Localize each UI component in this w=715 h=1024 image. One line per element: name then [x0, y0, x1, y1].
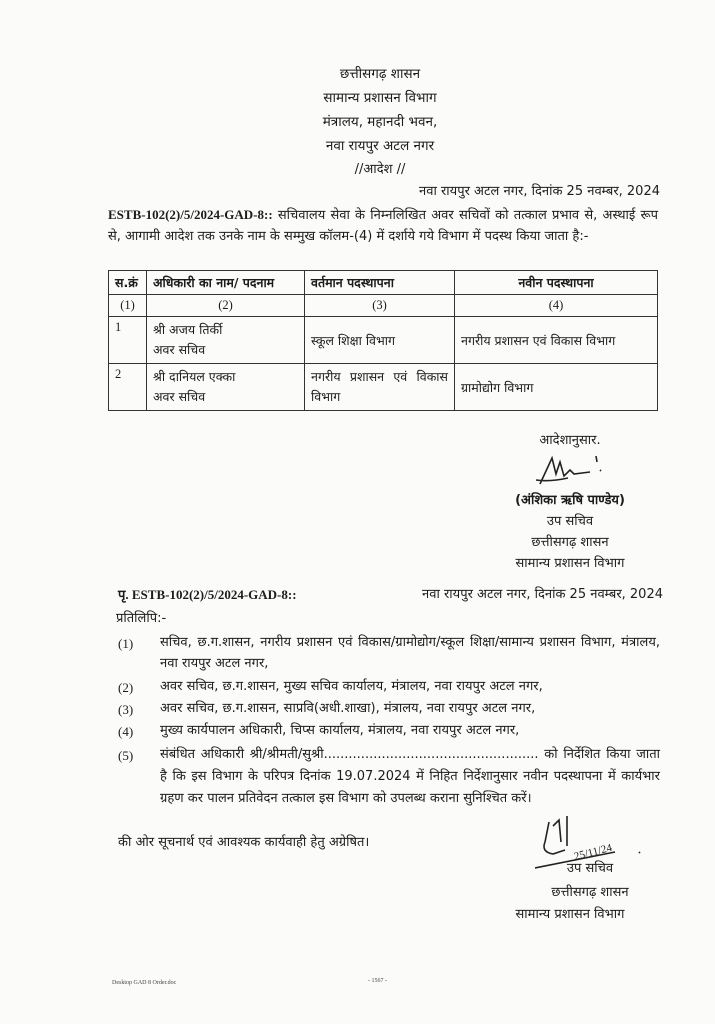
col-number: (2) — [147, 295, 305, 317]
handwritten-date: 25/11/24 — [572, 841, 614, 863]
copy-item-number: (4) — [118, 724, 134, 739]
order-place-date: नवा रायपुर अटल नगर, दिनांक 25 नवम्बर, 2024 — [419, 184, 660, 199]
table-column-number-row — [109, 295, 658, 317]
copy-item-text: संबंधित अधिकारी श्री/श्रीमती/सुश्री.................................................... को निर्देशित किया जाता है कि इस विभाग के परिपत्र दिनांक 19.07.2024 में निहित निर्देशानुसार नवीन पदस्थापना में कार्यभार ग्रहण कर पालन प्रतिवेदन तत्काल इस विभाग को उपलब्ध कराना सुनिश्चित करें। — [160, 747, 660, 806]
footer-page-number: - 1567 - — [368, 978, 387, 984]
signatory-govt: छत्तीसगढ़ शासन — [531, 535, 609, 550]
endorsement-place-date: नवा रायपुर अटल नगर, दिनांक 25 नवम्बर, 2024 — [422, 587, 663, 602]
posting-table — [108, 270, 658, 411]
signature-image — [530, 452, 610, 488]
city-name: नवा रायपुर अटल नगर — [325, 138, 435, 154]
header-officer: अधिकारी का नाम/ पदनाम — [147, 271, 305, 295]
copy-label: प्रतिलिपि:- — [116, 611, 167, 626]
row-current-posting: नगरीय प्रशासन एवं विकास विभाग — [305, 364, 455, 411]
table-header-row — [109, 271, 658, 295]
copy-item-text: अवर सचिव, छ.ग.शासन, मुख्य सचिव कार्यालय, मंत्रालय, नवा रायपुर अटल नगर, — [160, 679, 543, 694]
signatory-dept: सामान्य प्रशासन विभाग — [515, 907, 625, 922]
row-officer — [147, 317, 305, 364]
forwarding-note: की ओर सूचनार्थ एवं आवश्यक कार्यवाही हेतु अग्रेषित। — [118, 835, 370, 850]
row-officer — [147, 364, 305, 411]
signatory-designation: उप सचिव — [566, 861, 614, 876]
row-current-posting: स्कूल शिक्षा विभाग — [305, 317, 455, 364]
col-number: (1) — [109, 295, 147, 317]
signatory-name: (अंशिका ऋषि पाण्डेय) — [515, 493, 625, 508]
header-new-posting: नवीन पदस्थापना — [455, 271, 658, 295]
table-row — [109, 364, 658, 411]
copy-item-number: (3) — [118, 702, 134, 717]
col-number: (4) — [455, 295, 658, 317]
footer-file-path: Desktop GAD 8 Order.doc — [112, 980, 177, 986]
row-new-posting: ग्रामोद्योग विभाग — [455, 364, 658, 411]
copy-item-text: अवर सचिव, छ.ग.शासन, साप्रवि(अधी.शाखा), मंत्रालय, नवा रायपुर अटल नगर, — [160, 701, 536, 716]
officer-name: श्री दानियल एक्का — [153, 369, 236, 384]
order-intro-text: सचिवालय सेवा के निम्नलिखित अवर सचिवों को तत्काल प्रभाव से, अस्थाई रूप से, आगामी आदेश तक उनके नाम के सम्मुख कॉलम-(4) में दर्शाये गये विभाग में पदस्थ किया जाता है:- — [108, 208, 658, 244]
copy-item-text: सचिव, छ.ग.शासन, नगरीय प्रशासन एवं विकास/ग्रामोद्योग/स्कूल शिक्षा/सामान्य प्रशासन विभाग, मंत्रालय, नवा रायपुर अटल नगर, — [160, 635, 660, 671]
reference-number: ESTB-102(2)/5/2024-GAD-8:: — [108, 207, 273, 222]
row-sno: 1 — [109, 317, 147, 364]
officer-name: श्री अजय तिर्की — [153, 322, 223, 337]
header-current-posting: वर्तमान पदस्थापना — [305, 271, 455, 295]
col-number: (3) — [305, 295, 455, 317]
copy-item-number: (2) — [118, 680, 134, 695]
officer-designation: अवर सचिव — [153, 342, 206, 357]
copy-item-text: मुख्य कार्यपालन अधिकारी, चिप्स कार्यालय, मंत्रालय, नवा रायपुर अटल नगर, — [160, 723, 520, 738]
endorsement-reference: पृ. ESTB-102(2)/5/2024-GAD-8:: — [118, 587, 297, 602]
department-name: सामान्य प्रशासन विभाग — [323, 90, 437, 106]
copy-item-number: (1) — [118, 636, 134, 651]
row-new-posting: नगरीय प्रशासन एवं विकास विभाग — [455, 317, 658, 364]
signatory-designation: उप सचिव — [546, 514, 594, 529]
table-row — [109, 317, 658, 364]
order-intro — [108, 204, 658, 247]
copy-item-number: (5) — [118, 748, 134, 763]
order-title: //आदेश // — [354, 162, 406, 177]
header-sno: स.क्रं — [109, 271, 147, 295]
officer-designation: अवर सचिव — [153, 389, 206, 404]
order-authority-label: आदेशानुसार. — [539, 433, 601, 448]
office-address: मंत्रालय, महानदी भवन, — [322, 114, 438, 130]
signatory-dept: सामान्य प्रशासन विभाग — [515, 556, 625, 571]
row-sno: 2 — [109, 364, 147, 411]
govt-name: छत्तीसगढ़ शासन — [339, 66, 421, 82]
signatory-govt: छत्तीसगढ़ शासन — [551, 885, 629, 900]
